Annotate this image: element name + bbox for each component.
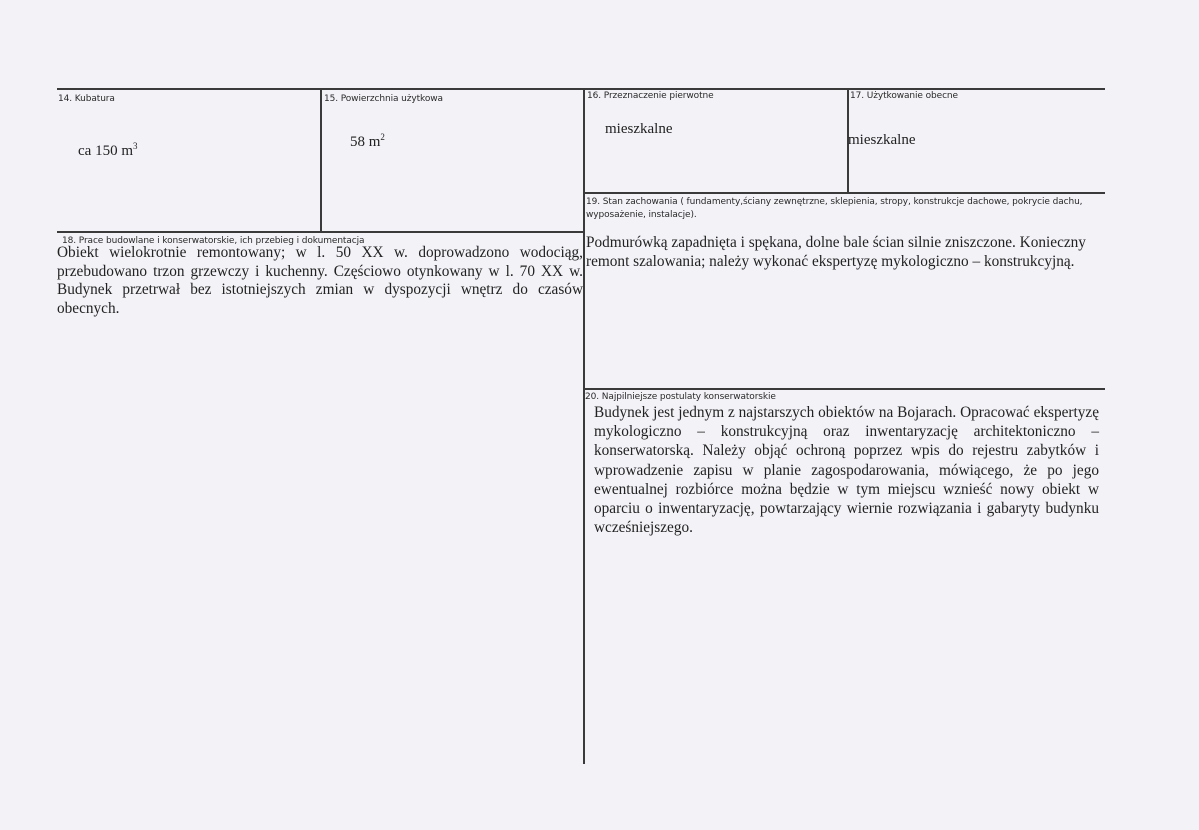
field-17-label: 17. Użytkowanie obecne [850,91,958,101]
field-19-label: 19. Stan zachowania ( fundamenty,ściany zewnętrzne, sklepienia, stropy, konstrukcje dachowe, pokrycie dachu, wyposażenie, instalacje). [586,197,1083,220]
field-14-value [78,143,137,160]
field-15-value [350,134,385,151]
field-16-label: 16. Przeznaczenie pierwotne [587,91,714,101]
top-border-line [57,88,1105,90]
field-20-value: Budynek jest jednym z najstarszych obiektów na Bojarach. Opracować ekspertyzę mykologiczno – konstrukcyjną oraz inwentaryzację architektoniczno – konserwatorską. Należy objąć ochroną poprzez wpis do rejestru zabytków i wprowadzenie zapisu w planie zagospodarowania, mówiącego, że po jego ewentualnej rozbiórce można będzie w tym miejscu wznieść nowy obiekt w oparciu o inwentaryzację, powtarzający wiernie rozwiązania i gabaryty budynku wcześniejszego. [594,404,1099,537]
field-18-value: Obiekt wielokrotnie remontowany; w l. 50 XX w. doprowadzono wodociąg, przebudowano trzon grzewczy i kuchenny. Częściowo otynkowany w l. 70 XX w. Budynek przetrwał bez istotniejszych zmian w dyspozycji wnętrz do czasów obecnych. [57,244,583,317]
field-14-value-text: ca 150 m [78,143,133,159]
field-16-value: mieszkalne [605,121,673,137]
divider-14-15 [320,88,322,232]
divider-19-20 [583,388,1105,390]
field-18-label: 18. Prace budowlane i konserwatorskie, ich przebieg i dokumentacja [62,236,365,246]
divider-17-19 [583,192,1105,194]
field-19-value: Podmurówką zapadnięta i spękana, dolne bale ścian silnie zniszczone. Konieczny remont szalowania; należy wykonać ekspertyzę mykologiczno – konstrukcyjną. [586,234,1086,270]
main-column-divider [583,88,585,764]
field-15-unit-exponent: 2 [380,132,385,142]
divider-15-18 [57,231,584,233]
field-15-label: 15. Powierzchnia użytkowa [324,94,443,104]
field-14-label: 14. Kubatura [58,94,115,104]
field-17-value: mieszkalne [848,132,916,148]
field-15-value-text: 58 m [350,134,381,150]
field-20-label: 20. Najpilniejsze postulaty konserwatorskie [585,392,776,402]
field-14-unit-exponent: 3 [132,141,138,151]
